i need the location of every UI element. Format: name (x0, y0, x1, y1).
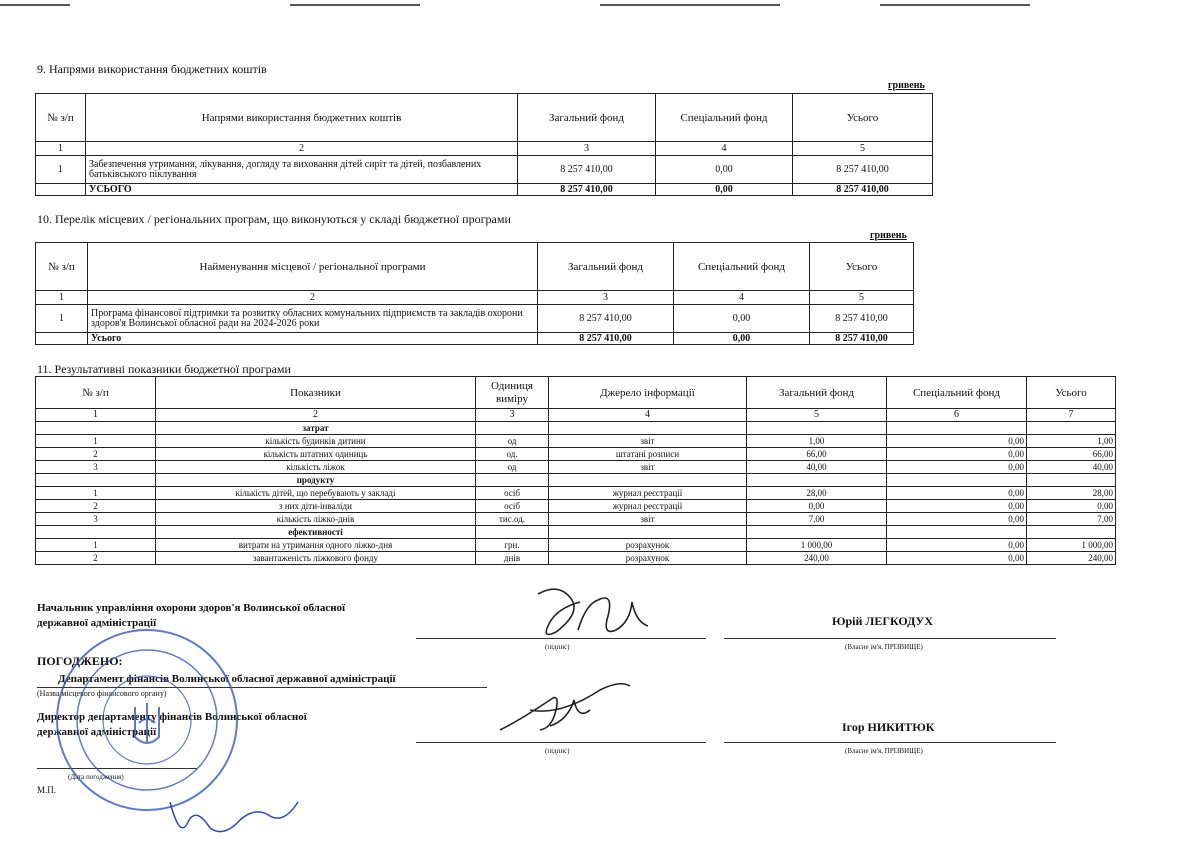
col-number: 3 (476, 409, 549, 422)
program-name: Програма фінансової підтримки та розвитку обласних комунальних підприємств та закладів охорони здоров'я Волинської обласної ради на 2024-2026 роки (88, 305, 538, 333)
col-number: 3 (538, 291, 674, 305)
table-row (36, 435, 1116, 448)
table-row (36, 156, 933, 184)
total-total: 8 257 410,00 (810, 333, 914, 345)
unit-of-measure: од. (476, 448, 549, 461)
department-caption: (Назва місцевого фінансового органу) (37, 689, 167, 698)
indicators-body (36, 422, 1116, 565)
indicator-group-row (36, 474, 1116, 487)
empty-cell (549, 422, 747, 435)
indicator-name: витрати на утримання одного ліжко-дня (156, 539, 476, 552)
scan-artifact (0, 4, 70, 6)
total-value: 8 257 410,00 (810, 305, 914, 333)
col-header: Напрями використання бюджетних коштів (86, 94, 518, 142)
total-row (36, 333, 914, 345)
col-number: 2 (88, 291, 538, 305)
indicator-name: кількість ліжко-днів (156, 513, 476, 526)
total-value: 40,00 (1027, 461, 1116, 474)
col-header: Найменування місцевої / регіональної програми (88, 243, 538, 291)
section11-title: 11. Результативні показники бюджетної програми (37, 362, 291, 376)
table-row (36, 448, 1116, 461)
row-number: 1 (36, 487, 156, 500)
col-number: 1 (36, 291, 88, 305)
info-source: звіт (549, 461, 747, 474)
general-fund-value: 1,00 (747, 435, 887, 448)
column-numbers-row (36, 409, 1116, 422)
indicator-name: з них діти-інваліди (156, 500, 476, 513)
empty-cell (476, 526, 549, 539)
name-caption: (Власне ім'я, ПРІЗВИЩЕ) (845, 643, 923, 651)
col-header: Усього (1027, 377, 1116, 409)
total-general: 8 257 410,00 (538, 333, 674, 345)
col-header: Джерело інформації (549, 377, 747, 409)
section9-title: 9. Напрями використання бюджетних коштів (37, 62, 267, 76)
name-caption: (Власне ім'я, ПРІЗВИЩЕ) (845, 747, 923, 755)
general-fund-value: 240,00 (747, 552, 887, 565)
total-value: 240,00 (1027, 552, 1116, 565)
date-caption: (Дата погодження) (68, 773, 124, 781)
head-name: Юрій ЛЕГКОДУХ (832, 614, 934, 628)
row-number: 1 (36, 156, 86, 184)
finance-department-name: Департамент фінансів Волинської обласної державної адміністрації (58, 673, 396, 685)
col-number: 2 (86, 142, 518, 156)
table-header-row (36, 94, 933, 142)
signature-3-image (160, 792, 310, 847)
col-number: 2 (156, 409, 476, 422)
special-fund-value: 0,00 (887, 448, 1027, 461)
empty-cell (549, 474, 747, 487)
empty-cell (747, 422, 887, 435)
indicator-name: кількість дітей, що перебувають у закладі (156, 487, 476, 500)
empty-cell (887, 474, 1027, 487)
signature-1-image (520, 582, 670, 644)
col-header: Усього (810, 243, 914, 291)
official-stamp (52, 625, 242, 815)
indicator-group-name: ефективності (156, 526, 476, 539)
performance-indicators-table (35, 376, 1116, 565)
indicator-group-row (36, 526, 1116, 539)
table-row (36, 513, 1116, 526)
indicator-group-row (36, 422, 1116, 435)
special-fund-value: 0,00 (674, 305, 810, 333)
general-fund-value: 1 000,00 (747, 539, 887, 552)
col-header: № з/п (36, 94, 86, 142)
section10-unit: гривень (870, 230, 907, 241)
name-line (724, 638, 1056, 639)
row-number: 1 (36, 435, 156, 448)
scan-artifact (600, 4, 780, 6)
signature-caption: (підпис) (545, 747, 570, 755)
empty-cell (36, 474, 156, 487)
row-number: 2 (36, 448, 156, 461)
col-header: № з/п (36, 377, 156, 409)
col-header: Спеціальний фонд (887, 377, 1027, 409)
row-number: 2 (36, 500, 156, 513)
col-header: Загальний фонд (538, 243, 674, 291)
section9-unit: гривень (888, 80, 925, 91)
scan-artifact (290, 4, 420, 6)
general-fund-value: 7,00 (747, 513, 887, 526)
total-value: 66,00 (1027, 448, 1116, 461)
row-number: 3 (36, 461, 156, 474)
unit-of-measure: тис.од. (476, 513, 549, 526)
total-label: УСЬОГО (86, 184, 518, 196)
special-fund-value: 0,00 (887, 435, 1027, 448)
special-fund-value: 0,00 (887, 539, 1027, 552)
row-number: 2 (36, 552, 156, 565)
agreed-label: ПОГОДЖЕНО: (37, 654, 123, 668)
general-fund-value: 28,00 (747, 487, 887, 500)
col-header: Одиниця виміру (476, 377, 549, 409)
empty-cell (549, 526, 747, 539)
signature-caption: (підпис) (545, 643, 570, 651)
total-special: 0,00 (674, 333, 810, 345)
unit-of-measure: днів (476, 552, 549, 565)
row-number: 1 (36, 305, 88, 333)
total-value: 1 000,00 (1027, 539, 1116, 552)
total-value: 8 257 410,00 (793, 156, 933, 184)
indicator-group-name: продукту (156, 474, 476, 487)
col-number: 6 (887, 409, 1027, 422)
col-number: 5 (810, 291, 914, 305)
table-row (36, 461, 1116, 474)
special-fund-value: 0,00 (656, 156, 793, 184)
head-title-line2: державної адміністрації (37, 617, 157, 629)
unit-of-measure: осіб (476, 487, 549, 500)
empty-cell (36, 422, 156, 435)
empty-cell (1027, 474, 1116, 487)
table-row (36, 500, 1116, 513)
table-row (36, 539, 1116, 552)
director-title-line2: державної адміністрації (37, 726, 157, 738)
total-general: 8 257 410,00 (518, 184, 656, 196)
signature-2-image (490, 680, 640, 742)
info-source: звіт (549, 513, 747, 526)
general-fund-value: 8 257 410,00 (538, 305, 674, 333)
general-fund-value: 40,00 (747, 461, 887, 474)
total-label: Усього (88, 333, 538, 345)
col-number: 5 (747, 409, 887, 422)
general-fund-value: 66,00 (747, 448, 887, 461)
info-source: журнал реєстрації (549, 500, 747, 513)
col-number: 3 (518, 142, 656, 156)
info-source: звіт (549, 435, 747, 448)
signature-line (416, 742, 706, 743)
column-numbers-row (36, 291, 914, 305)
empty-cell (1027, 526, 1116, 539)
special-fund-value: 0,00 (887, 461, 1027, 474)
total-row (36, 184, 933, 196)
table-row (36, 487, 1116, 500)
column-numbers-row (36, 142, 933, 156)
col-header: Загальний фонд (747, 377, 887, 409)
info-source: штатані розписи (549, 448, 747, 461)
indicator-group-name: затрат (156, 422, 476, 435)
col-header: Усього (793, 94, 933, 142)
special-fund-value: 0,00 (887, 513, 1027, 526)
name-line (724, 742, 1056, 743)
unit-of-measure: грн. (476, 539, 549, 552)
table-header-row (36, 377, 1116, 409)
info-source: розрахунок (549, 539, 747, 552)
total-value: 1,00 (1027, 435, 1116, 448)
col-header: Загальний фонд (518, 94, 656, 142)
col-number: 1 (36, 409, 156, 422)
empty-cell (747, 526, 887, 539)
indicator-name: кількість будинків дитини (156, 435, 476, 448)
empty-cell (887, 422, 1027, 435)
special-fund-value: 0,00 (887, 552, 1027, 565)
unit-of-measure: осіб (476, 500, 549, 513)
total-value: 0,00 (1027, 500, 1116, 513)
row-number: 3 (36, 513, 156, 526)
unit-of-measure: од (476, 461, 549, 474)
stamp-place-label: М.П. (37, 785, 57, 795)
scan-artifact (880, 4, 1030, 6)
empty-cell (476, 474, 549, 487)
col-header: Спеціальний фонд (656, 94, 793, 142)
col-number: 4 (674, 291, 810, 305)
general-fund-value: 0,00 (747, 500, 887, 513)
empty-cell (476, 422, 549, 435)
total-special: 0,00 (656, 184, 793, 196)
empty-cell (887, 526, 1027, 539)
section10-title: 10. Перелік місцевих / регіональних програм, що виконуються у складі бюджетної програми (37, 212, 511, 226)
general-fund-value: 8 257 410,00 (518, 156, 656, 184)
director-name: Ігор НИКИТЮК (842, 720, 935, 734)
col-number: 5 (793, 142, 933, 156)
total-total: 8 257 410,00 (793, 184, 933, 196)
budget-directions-table (35, 93, 933, 196)
col-number: 1 (36, 142, 86, 156)
regional-programs-table (35, 242, 914, 345)
head-title-line1: Начальник управління охорони здоров'я Волинської обласної (37, 602, 346, 614)
col-header: № з/п (36, 243, 88, 291)
col-header: Показники (156, 377, 476, 409)
col-number: 4 (549, 409, 747, 422)
col-header: Спеціальний фонд (674, 243, 810, 291)
empty-cell (36, 526, 156, 539)
direction-name: Забезпечення утримання, лікування, догляду та виховання дітей сиріт та дітей, позбавлених батьківського піклування (86, 156, 518, 184)
col-number: 4 (656, 142, 793, 156)
empty-cell (1027, 422, 1116, 435)
info-source: розрахунок (549, 552, 747, 565)
unit-of-measure: од (476, 435, 549, 448)
total-value: 28,00 (1027, 487, 1116, 500)
special-fund-value: 0,00 (887, 500, 1027, 513)
table-row (36, 552, 1116, 565)
row-number: 1 (36, 539, 156, 552)
info-source: журнал реєстрації (549, 487, 747, 500)
total-value: 7,00 (1027, 513, 1116, 526)
empty-cell (747, 474, 887, 487)
director-title-line1: Директор департаменту фінансів Волинської обласної (37, 711, 307, 723)
table-row (36, 305, 914, 333)
col-number: 7 (1027, 409, 1116, 422)
table-header-row (36, 243, 914, 291)
indicator-name: кількість штатних одиниць (156, 448, 476, 461)
indicator-name: кількість ліжок (156, 461, 476, 474)
special-fund-value: 0,00 (887, 487, 1027, 500)
indicator-name: завантаженість ліжкового фонду (156, 552, 476, 565)
